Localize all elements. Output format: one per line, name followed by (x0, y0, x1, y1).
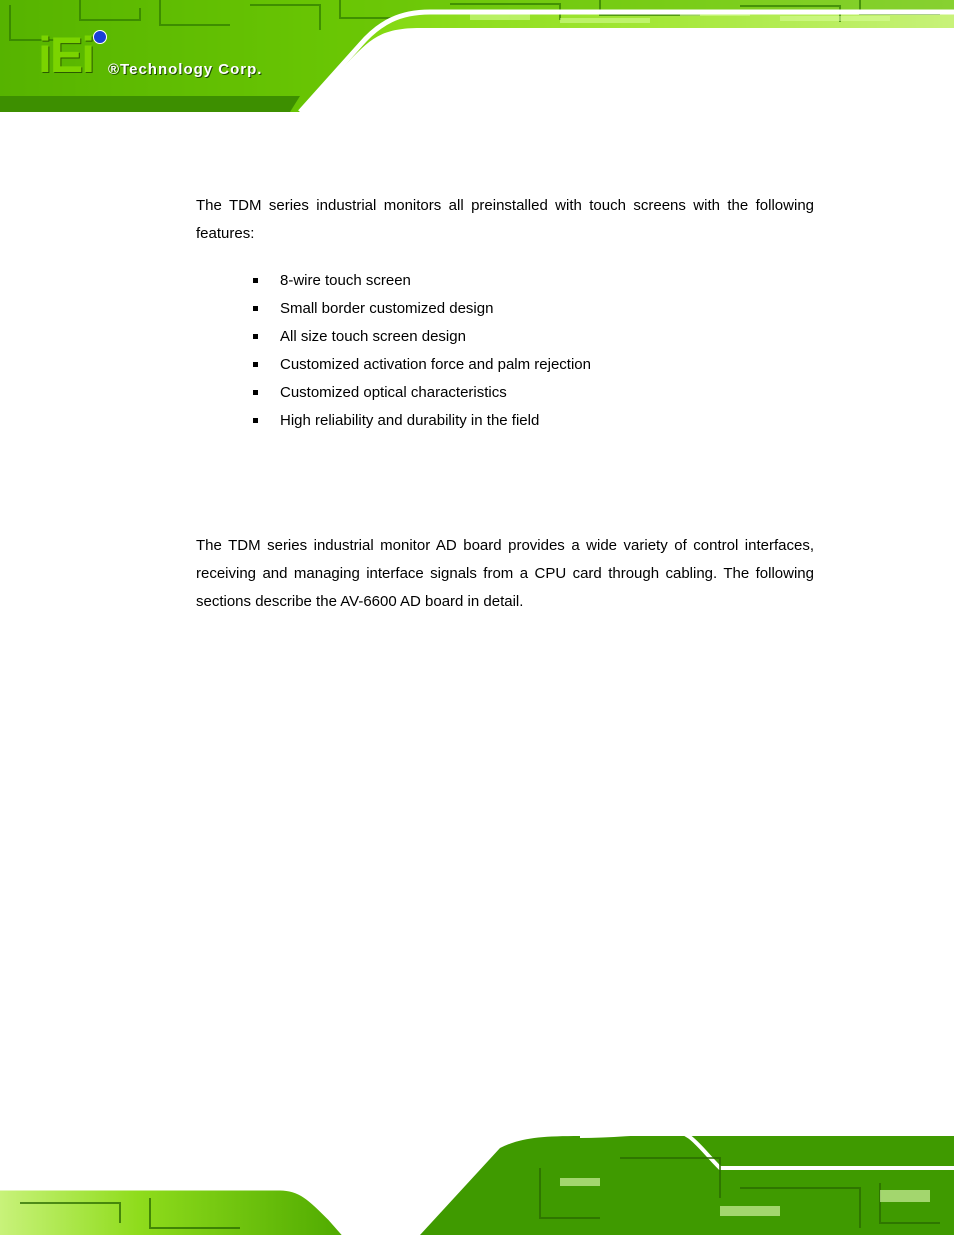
list-item-label: Customized optical characteristics (280, 384, 507, 401)
bullet-square-icon (253, 278, 258, 283)
iei-logo (38, 27, 298, 86)
list-item (252, 295, 591, 323)
logo-dot-icon (93, 30, 107, 44)
bullet-square-icon (253, 306, 258, 311)
list-item (252, 267, 591, 295)
list-item-label: Small border customized design (280, 300, 494, 317)
bullet-square-icon (253, 334, 258, 339)
list-item-label: 8-wire touch screen (280, 272, 411, 289)
list-item (252, 407, 591, 435)
ad-board-paragraph: The TDM series industrial monitor AD board provides a wide variety of control interfaces, receiving and managing interface signals from a CPU card through cabling. The following sections describe the AV-6600 AD board in detail. (196, 537, 814, 610)
list-item (252, 379, 591, 407)
bullet-square-icon (253, 390, 258, 395)
bullet-square-icon (253, 362, 258, 367)
logo-mark: iEi (38, 27, 94, 83)
list-item (252, 323, 591, 351)
bullet-square-icon (253, 418, 258, 423)
list-item-label: Customized activation force and palm rejection (280, 356, 591, 373)
logo-tagline: ®Technology Corp. (108, 61, 263, 78)
intro-paragraph: The TDM series industrial monitors all preinstalled with touch screens with the following features: (196, 197, 814, 242)
list-item-label: All size touch screen design (280, 328, 466, 345)
list-item-label: High reliability and durability in the field (280, 412, 540, 429)
feature-list (252, 267, 591, 435)
list-item (252, 351, 591, 379)
footer-circuit-banner (0, 1128, 954, 1235)
